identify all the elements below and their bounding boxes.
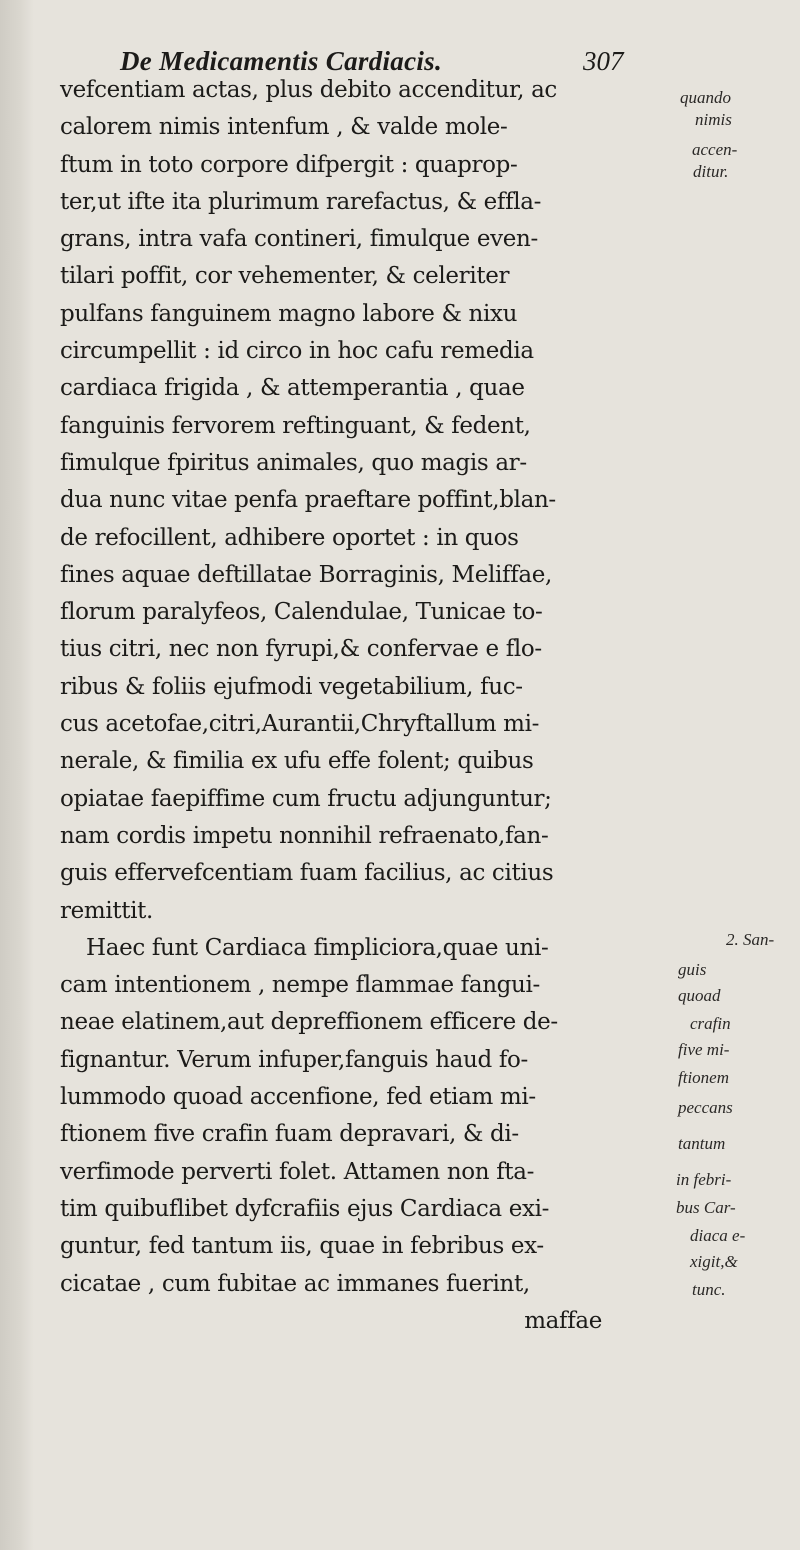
text-line: cam intentionem , nempe flammae fangui- [60, 972, 540, 999]
text-line: calorem nimis intenfum , & valde mole- [60, 114, 508, 141]
text-line: verfimode perverti folet. Attamen non fta- [60, 1158, 535, 1185]
text-line: fanguinis fervorem reftinguant, & fedent, [60, 412, 531, 439]
margin-note: five mi- [678, 1040, 730, 1059]
margin-note: guis [678, 960, 707, 979]
running-title: De Medicamentis Cardiacis. [120, 46, 443, 76]
text-line: opiatae faepiffime cum fructu adjunguntur; [60, 785, 552, 812]
text-line: tius citri, nec non fyrupi,& confervae e flo- [60, 636, 542, 663]
main-text-column [60, 72, 660, 1340]
margin-note: quando [680, 88, 731, 107]
text-line: guntur, fed tantum iis, quae in febribus ex- [60, 1233, 544, 1260]
text-line: grans, intra vafa contineri, fimulque even- [60, 226, 538, 253]
margin-note: bus Car- [676, 1198, 736, 1217]
text-line: Haec funt Cardiaca fimpliciora,quae uni- [86, 934, 549, 961]
text-line: cus acetofae,citri,Aurantii,Chryftallum mi- [60, 711, 540, 738]
text-line: vefcentiam actas, plus debito accenditur, ac [60, 77, 557, 103]
text-line: tilari poffit, cor vehementer, & celeriter [60, 263, 510, 290]
text-line: cardiaca frigida , & attemperantia , quae [60, 375, 525, 402]
margin-note: tantum [678, 1134, 726, 1153]
text-line: pulfans fanguinem magno labore & nixu [60, 300, 518, 327]
text-line: neae elatinem,aut depreffionem efficere de- [60, 1009, 558, 1036]
text-line: fimulque fpiritus animales, quo magis ar- [60, 449, 527, 476]
page-number: 307 [583, 46, 624, 76]
text-line: ribus & foliis ejufmodi vegetabilium, fuc- [60, 673, 523, 700]
text-line: cicatae , cum fubitae ac immanes fuerint, [60, 1270, 530, 1297]
margin-note: quoad [678, 986, 721, 1005]
margin-note: ditur. [693, 162, 729, 181]
text-line: dua nunc vitae penfa praeftare poffint,blan- [60, 487, 556, 514]
text-line: circumpellit : id circo in hoc cafu remedia [60, 338, 534, 365]
margin-note: accen- [692, 140, 738, 159]
text-line: guis effervefcentiam fuam facilius, ac citius [60, 860, 554, 887]
text-line: florum paralyfeos, Calendulae, Tunicae to- [60, 599, 543, 626]
margin-note: ftionem [678, 1068, 729, 1087]
margin-note: xigit,& [690, 1252, 738, 1271]
text-line: remittit. [60, 897, 154, 924]
text-line: nam cordis impetu nonnihil refraenato,fan- [60, 822, 549, 849]
margin-note: tunc. [692, 1280, 726, 1299]
margin-note: crafin [690, 1014, 731, 1033]
catchword: maffae [524, 1307, 602, 1334]
margin-note: diaca e- [690, 1226, 746, 1245]
margin-note: 2. San- [726, 930, 775, 949]
text-line: lummodo quoad accenfione, fed etiam mi- [60, 1084, 536, 1111]
text-line: fines aquae deftillatae Borraginis, Meliffae, [60, 561, 552, 588]
text-line: ftum in toto corpore difpergit : quaprop- [60, 151, 518, 178]
page-gutter-shadow [0, 0, 34, 1550]
margin-note: nimis [695, 110, 732, 129]
text-line: fignantur. Verum infuper,fanguis haud fo- [60, 1046, 528, 1073]
text-line: de refocillent, adhibere oportet : in quos [60, 524, 519, 551]
text-line: ter,ut ifte ita plurimum rarefactus, & effla- [60, 188, 542, 215]
margin-note: in febri- [676, 1170, 732, 1189]
text-line: tim quibuflibet dyfcrafiis ejus Cardiaca exi- [60, 1195, 550, 1222]
margin-note: peccans [678, 1098, 733, 1117]
text-line: ftionem five crafin fuam depravari, & di- [60, 1121, 519, 1148]
text-line: nerale, & fimilia ex ufu effe folent; quibus [60, 748, 534, 775]
